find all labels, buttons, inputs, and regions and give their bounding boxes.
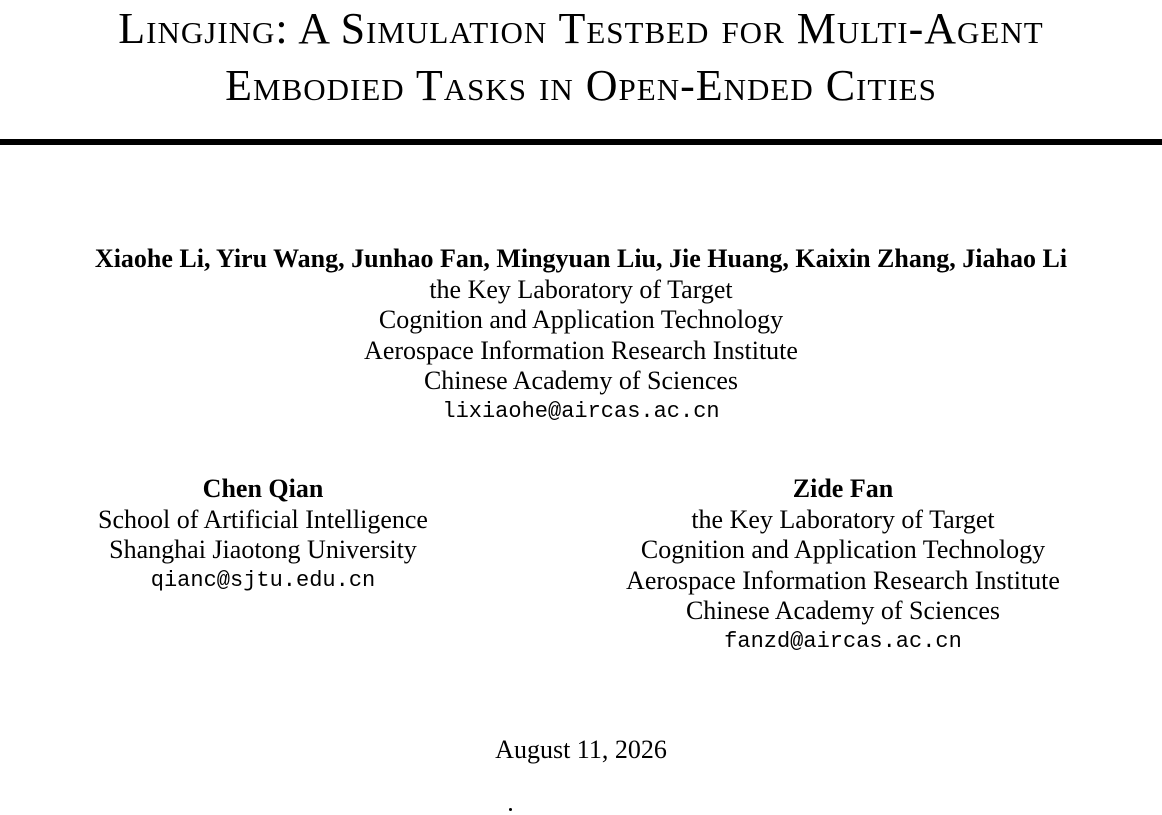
main-author-names: Xiaohe Li, Yiru Wang, Junhao Fan, Mingyuan Liu, Jie Huang, Kaixin Zhang, Jiahao Li — [94, 244, 1068, 273]
author-right-affiliation-line: Aerospace Information Research Institute — [626, 565, 1060, 595]
main-affiliation-line: the Key Laboratory of Target — [429, 274, 733, 304]
author-right-email: fanzd@aircas.ac.cn — [724, 628, 962, 654]
author-left-affiliation-line: Shanghai Jiaotong University — [109, 535, 417, 564]
author-left-name: Chen Qian — [202, 474, 324, 503]
author-left-email: qianc@sjtu.edu.cn — [150, 567, 376, 593]
author-right-affiliation-line: Cognition and Application Technology — [640, 535, 1046, 564]
author-right-affiliation-line: the Key Laboratory of Target — [691, 504, 995, 534]
paper-date: August 11, 2026 — [495, 735, 667, 764]
main-author-block — [0, 244, 1162, 427]
title-line-2: Embodied Tasks in Open-Ended Cities — [225, 61, 937, 110]
author-right-name: Zide Fan — [792, 474, 894, 503]
main-affiliation-line: Cognition and Application Technology — [378, 305, 784, 334]
author-left-affiliation-line: School of Artificial Intelligence — [98, 504, 428, 534]
paper-title — [0, 0, 1162, 114]
author-block-right — [593, 474, 1093, 657]
author-right-affiliation-line: Chinese Academy of Sciences — [685, 596, 1001, 625]
main-author-email: lixiaohe@aircas.ac.cn — [442, 398, 720, 424]
stray-dot — [509, 808, 512, 811]
title-line-1: Lingjing: A Simulation Testbed for Multi-Agent — [118, 4, 1044, 53]
title-rule — [0, 139, 1162, 145]
main-affiliation-line: Chinese Academy of Sciences — [423, 366, 739, 395]
author-block-left — [63, 474, 463, 596]
main-affiliation-line: Aerospace Information Research Institute — [364, 335, 798, 365]
